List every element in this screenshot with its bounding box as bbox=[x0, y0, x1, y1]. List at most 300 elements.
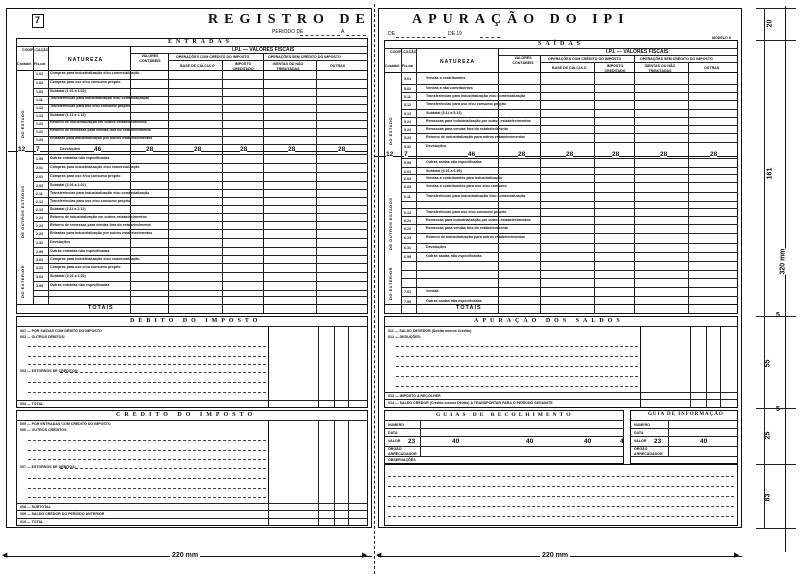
sai-row-19: Outras saídas não especificadas bbox=[426, 254, 482, 258]
dim-arrow-left-end: ▶ bbox=[362, 552, 368, 559]
dim-arrow-right-start: ◀ bbox=[376, 552, 382, 559]
dim-top: 20 bbox=[766, 19, 774, 28]
sai-row-line-19 bbox=[401, 243, 738, 244]
dim-height-total: 320 mm bbox=[779, 248, 787, 275]
obs-dash-2 bbox=[388, 486, 734, 487]
sai-row-15: Remessas para industrialização por outros estabelecimentos bbox=[426, 218, 531, 222]
ent-row-line-10 bbox=[33, 154, 368, 155]
ent-code-13: 2.03 bbox=[36, 184, 43, 188]
cre-dash-7 bbox=[28, 497, 266, 498]
credito-line-2: 006 — OUTROS CRÉDITOS: bbox=[20, 428, 68, 432]
ent-row-line-16 bbox=[33, 205, 368, 206]
apuracao-v3 bbox=[706, 326, 707, 408]
ent-code-7: 1.22 bbox=[36, 130, 43, 134]
ent-vert-estado: DO ESTADO bbox=[20, 110, 25, 138]
ent-row-line-15 bbox=[33, 197, 368, 198]
periodo-label: PERIODO DE bbox=[272, 29, 304, 35]
credito-section: CRÉDITO DO IMPOSTO bbox=[116, 412, 257, 418]
sai-contabil-header: Contábil bbox=[385, 64, 400, 68]
sai-mark-28-c: 28 bbox=[612, 151, 620, 158]
ent-h1 bbox=[130, 53, 368, 54]
dim-tick-6 bbox=[756, 528, 796, 529]
debito-v1 bbox=[268, 326, 269, 408]
guia-info-data: DATA bbox=[634, 431, 644, 435]
dim-vert-inner bbox=[764, 8, 765, 528]
ent-row-line-6 bbox=[33, 120, 368, 121]
ent-row-line-3 bbox=[33, 96, 368, 97]
ent-row-0: Compras para industrialização e/ou comercialização bbox=[50, 71, 140, 75]
ent-code-19: 2.23 bbox=[36, 232, 43, 236]
deb-dash-2 bbox=[28, 356, 266, 357]
ent-v1 bbox=[33, 46, 34, 304]
guias-40-b: 40 bbox=[526, 438, 534, 445]
guias-orgao: ÓRGÃO ARRECADADOR bbox=[388, 447, 417, 456]
sai-row-8: Devoluções bbox=[426, 144, 447, 148]
guias-40-a: 40 bbox=[452, 438, 460, 445]
ent-code-1: 1.02 bbox=[36, 81, 43, 85]
apuracao-header-line bbox=[384, 326, 738, 327]
credito-saldo: 009 — SALDO CREDOR DO PERÍODO ANTERIOR bbox=[20, 512, 105, 516]
sai-row-6: Remessas para vendas fora do estabelecimento bbox=[426, 127, 509, 131]
ent-totais: TOTAIS bbox=[88, 305, 114, 311]
ent-v5 bbox=[222, 60, 223, 314]
sai-com-debito-header: OPERAÇÕES COM CRÉDITO DO IMPOSTO bbox=[548, 57, 622, 61]
ent-row-11: Compras para industrialização e/ou comercialização bbox=[50, 165, 140, 169]
ent-row-line-17 bbox=[33, 213, 368, 214]
sai-code-1: 5.02 bbox=[404, 87, 411, 91]
ent-row-23: Compras para uso e/ou consumo próprio bbox=[50, 265, 121, 269]
dim-h161: 161 bbox=[766, 167, 774, 180]
ent-code-0: 1.01 bbox=[36, 72, 43, 76]
sai-row-line-7 bbox=[401, 133, 738, 134]
dim-width-right: 220 mm bbox=[542, 552, 569, 559]
ent-mark-28-e: 28 bbox=[338, 146, 346, 153]
guia-info-section: GUIA DE INFORMAÇÃO bbox=[648, 412, 724, 417]
debito-line-2: 002 — OUTROS DÉBITOS: bbox=[20, 335, 66, 339]
ent-code-5: 1.13 bbox=[36, 114, 43, 118]
ent-code-22: 3.01 bbox=[36, 258, 43, 262]
sai-mark-28-e: 28 bbox=[710, 151, 718, 158]
sai-row-line-2 bbox=[401, 92, 738, 93]
apuracao-line-3: 013 — IMPOSTO A RECOLHER bbox=[388, 394, 441, 398]
ent-code-14: 2.11 bbox=[36, 192, 43, 196]
apu-dash-5 bbox=[396, 386, 638, 387]
ent-row-line-21 bbox=[33, 247, 368, 248]
cre-dash-2 bbox=[28, 450, 266, 451]
sai-code-9: 5.99 bbox=[404, 161, 411, 165]
credito-h1 bbox=[16, 503, 368, 504]
ent-row-21: Outras entradas não especificadas bbox=[50, 249, 110, 253]
ent-row-line-8 bbox=[33, 136, 368, 137]
de-label: DE bbox=[388, 31, 395, 37]
sai-row-18: Devoluções bbox=[426, 245, 447, 249]
sai-row-line-25 bbox=[401, 296, 738, 297]
sai-row-line-6 bbox=[401, 125, 738, 126]
guia-info-h2 bbox=[630, 428, 738, 429]
sai-row-1: Vendas a não contribuintes bbox=[426, 86, 473, 90]
debito-v4 bbox=[348, 326, 349, 408]
modelo-label: MODELO 8 bbox=[712, 36, 731, 40]
valores-contabeis-header: VALORES CONTÁBEIS bbox=[139, 54, 161, 63]
ipi-header: I.P.I. — VALORES FISCAIS bbox=[232, 47, 295, 53]
ent-code-8: 1.23 bbox=[36, 138, 43, 142]
codif-header: CODIFI-CAÇÃO bbox=[22, 48, 49, 52]
cre-dash-6 bbox=[28, 488, 266, 489]
ent-code-12: 2.02 bbox=[36, 175, 43, 179]
deb-dash-1 bbox=[28, 346, 266, 347]
contabil-header: Contábil bbox=[17, 62, 32, 66]
debito-line-1: 001 — POR SAÍDAS COM DÉBITO DO IMPOSTO bbox=[20, 329, 102, 333]
dim-vert-line bbox=[785, 6, 786, 552]
guias-h5 bbox=[384, 456, 624, 457]
sai-row-14: Transferências para uso e/ou consumo próprio bbox=[426, 210, 507, 214]
sai-row-line-13 bbox=[401, 192, 738, 193]
obs-dash-1 bbox=[388, 476, 734, 477]
sai-row-line-21 bbox=[401, 261, 738, 262]
dim-h25: 25 bbox=[764, 431, 772, 440]
ent-row-16: Subtotal (2.11 a 2.12) bbox=[50, 207, 86, 211]
apuracao-h1 bbox=[384, 392, 738, 393]
ent-row-line-20 bbox=[33, 238, 368, 239]
ent-row-line-24 bbox=[33, 272, 368, 273]
debito-line-3: 003 — ESTORNOS DE CRÉDITOS: bbox=[20, 369, 79, 373]
ent-code-3: 1.11 bbox=[36, 98, 43, 102]
ent-row-17: Retorno de industrialização em outros estabelecimentos bbox=[50, 215, 147, 219]
sai-code-4: 5.13 bbox=[404, 112, 411, 116]
com-credito-header: OPERAÇÕES COM CRÉDITO DO IMPOSTO bbox=[176, 55, 250, 59]
sai-row-5: Remessas para industrialização por outros estabelecimentos bbox=[426, 119, 531, 123]
sai-h1 bbox=[498, 55, 738, 56]
sai-code-10: 6.01 bbox=[404, 170, 411, 174]
cre-dash-3 bbox=[28, 459, 266, 460]
entradas-header-line bbox=[16, 46, 368, 47]
sai-code-18: 6.31 bbox=[404, 246, 411, 250]
debito-v3 bbox=[334, 326, 335, 408]
sai-row-line-9 bbox=[401, 158, 738, 159]
dim-h55: 55 bbox=[764, 359, 772, 368]
ent-v6 bbox=[263, 53, 264, 314]
guia-info-23: 23 bbox=[654, 438, 662, 445]
ent-row-line-9 bbox=[33, 144, 368, 145]
ent-row-18: Retorno de remessas para vendas fora do estabelecimento bbox=[50, 223, 151, 227]
ent-row-line-12 bbox=[33, 172, 368, 173]
sai-imposto-header: IMPOSTO CREDITADO bbox=[604, 64, 626, 73]
sai-row-21: Outras saídas não especificadas bbox=[426, 299, 482, 303]
ent-vert-outros: DE OUTROS ESTADOS bbox=[20, 185, 25, 238]
sai-row-line-11 bbox=[401, 174, 738, 175]
imposto-creditado-header: IMPOSTO CREDITADO bbox=[232, 62, 254, 71]
credito-total: 010 — TOTAL bbox=[20, 520, 44, 524]
ent-mark-28-b: 28 bbox=[194, 146, 202, 153]
sai-v4 bbox=[540, 55, 541, 314]
sai-code-15: 6.21 bbox=[404, 219, 411, 223]
ent-code-4: 1.12 bbox=[36, 106, 43, 110]
deb-dash-6 bbox=[28, 392, 266, 393]
sai-row-line-8 bbox=[401, 142, 738, 143]
credito-header-line bbox=[16, 420, 368, 421]
ent-code-6: 1.21 bbox=[36, 122, 43, 126]
sai-row-line-18 bbox=[401, 233, 738, 234]
sai-codif-header: CODIFI-CAÇÃO bbox=[390, 50, 417, 54]
apu-dash-1 bbox=[396, 346, 638, 347]
sai-code-19: 6.99 bbox=[404, 255, 411, 259]
ent-row-line-19 bbox=[33, 229, 368, 230]
sai-totais: TOTAIS bbox=[456, 305, 482, 311]
title-right: APURAÇÃO DO IPI bbox=[412, 12, 630, 27]
guias-observacoes: OBSERVAÇÕES bbox=[388, 458, 416, 462]
sai-row-3: Transferências para uso e/ou consumo próprio bbox=[426, 102, 507, 106]
cre-dash-5 bbox=[28, 478, 266, 479]
dim-h5-a: 5 bbox=[776, 312, 780, 319]
cre-dash-1 bbox=[28, 440, 266, 441]
ent-code-23: 3.02 bbox=[36, 266, 43, 270]
sai-fiscal-header: Fis-cal bbox=[402, 64, 414, 68]
debito-h-total bbox=[16, 400, 368, 401]
sai-row-7: Retorno de industrialização para outros estabelecimentos bbox=[426, 135, 526, 139]
ent-row-line-1 bbox=[33, 79, 368, 80]
sai-row-line-12 bbox=[401, 182, 738, 183]
sai-mark-46: 46 bbox=[468, 151, 476, 158]
center-fold-line bbox=[374, 4, 375, 574]
sai-row-20: Vendas bbox=[426, 289, 439, 293]
ent-row-line-22 bbox=[33, 255, 368, 256]
ent-row-3: Transferências para industrialização e/ou comercialização bbox=[50, 96, 150, 100]
sai-code-11: 6.02 bbox=[404, 177, 411, 181]
guia-info-valor: VALOR bbox=[634, 439, 647, 443]
apuracao-section: APURAÇÃO DOS SALDOS bbox=[474, 318, 624, 324]
guia-info-orgao: ÓRGÃO ARRECADADOR bbox=[634, 447, 663, 456]
ent-mark-28-a: 28 bbox=[146, 146, 154, 153]
ent-v2 bbox=[48, 46, 49, 304]
ent-row-4: Transferências para uso e/ou consumo próprio bbox=[50, 104, 131, 108]
credito-subtotal: 008 — SUBTOTAL bbox=[20, 505, 51, 509]
deb-dash-4 bbox=[60, 372, 266, 373]
page-number: 7 bbox=[35, 15, 41, 25]
debito-section: DÉBITO DO IMPOSTO bbox=[130, 318, 262, 324]
ent-row-line-28 bbox=[16, 304, 368, 305]
sai-row-line-23 bbox=[401, 278, 738, 279]
ent-row-line-11 bbox=[33, 163, 368, 164]
guias-data: DATA bbox=[388, 431, 398, 435]
credito-h2 bbox=[16, 510, 368, 511]
guias-40-c: 40 bbox=[584, 438, 592, 445]
guias-section: GUIAS DE RECOLHIMENTO bbox=[436, 412, 574, 418]
apu-dash-4 bbox=[396, 376, 638, 377]
guia-info-h3 bbox=[630, 436, 738, 437]
sai-row-line-24 bbox=[401, 287, 738, 288]
ent-row-line-26 bbox=[33, 290, 368, 291]
apu-dash-3 bbox=[396, 366, 638, 367]
de-line bbox=[396, 37, 446, 38]
outras-header: OUTRAS bbox=[330, 64, 346, 68]
ent-row-line-23 bbox=[33, 263, 368, 264]
dim-width-left: 220 mm bbox=[172, 552, 199, 559]
sai-row-line-20 bbox=[401, 252, 738, 253]
ent-row-19: Entradas para industrialização por outros estabelecimentos bbox=[50, 231, 153, 235]
obs-dash-5 bbox=[388, 516, 734, 517]
ent-row-1: Compras para uso e/ou consumo próprio bbox=[50, 80, 121, 84]
ent-row-line-18 bbox=[33, 221, 368, 222]
title-left: REGISTRO DE bbox=[208, 12, 371, 27]
sai-mark-28-d: 28 bbox=[660, 151, 668, 158]
ent-row-14: Transferências para industrialização e/ou comercialização bbox=[50, 191, 150, 195]
credito-line-1: 005 — POR ENTRADAS COM CRÉDITO DO IMPOSTO bbox=[20, 422, 111, 426]
debito-v2 bbox=[318, 326, 319, 408]
ent-row-8: Entradas para industrialização por outros estabelecimentos bbox=[50, 136, 153, 140]
ent-v7 bbox=[316, 60, 317, 314]
ent-code-11: 2.01 bbox=[36, 166, 43, 170]
sai-code-12: 6.03 bbox=[404, 185, 411, 189]
credito-h3 bbox=[16, 518, 368, 519]
sai-row-line-22 bbox=[401, 270, 738, 271]
ent-code-24: 3.03 bbox=[36, 275, 43, 279]
sai-row-line-14 bbox=[401, 201, 738, 202]
ent-mark-28-d: 28 bbox=[288, 146, 296, 153]
sai-row-11: Vendas a contribuintes para industrialização bbox=[426, 176, 503, 180]
saidas-header-line bbox=[384, 48, 738, 49]
sai-mark-28-b: 28 bbox=[566, 151, 574, 158]
ent-row-2: Subtotal (1.01 a 1.02) bbox=[50, 89, 86, 93]
sai-code-3: 5.12 bbox=[404, 103, 411, 107]
apuracao-line-4: 014 — SALDO CREDOR (Crédito menos Débito) A TRANSPORTAR PARA O PERÍODO SEGUINTE bbox=[388, 401, 553, 405]
ent-mark-12: 12 bbox=[18, 146, 26, 153]
credito-line-3: 007 — ESTORNOS DE DÉBITOS: bbox=[20, 465, 76, 469]
guias-valor: VALOR bbox=[388, 439, 401, 443]
sai-code-0: 5.01 bbox=[404, 77, 411, 81]
sai-code-7: 5.23 bbox=[404, 136, 411, 140]
ent-mark-line bbox=[8, 151, 368, 152]
apuracao-line-2: 012 — DEDUÇÕES: bbox=[388, 335, 422, 339]
saidas-section: SAÍDAS bbox=[538, 41, 585, 47]
de-19: DE 19 bbox=[448, 31, 462, 37]
ent-row-24: Subtotal (3.01 a 3.02) bbox=[50, 274, 86, 278]
dim-arrow-left-start: ◀ bbox=[2, 552, 8, 559]
sai-code-16: 6.22 bbox=[404, 227, 411, 231]
sai-mark-28-a: 28 bbox=[518, 151, 526, 158]
ent-row-22: Compras para industrialização e/ou comercialização bbox=[50, 257, 140, 261]
ent-row-9: Devoluções bbox=[60, 147, 81, 151]
obs-dash-4 bbox=[388, 506, 734, 507]
ent-code-21: 2.99 bbox=[36, 250, 43, 254]
sai-row-line-26 bbox=[384, 304, 738, 305]
sai-code-20: 7.01 bbox=[404, 290, 411, 294]
sai-v6 bbox=[634, 55, 635, 314]
sai-code-5: 5.21 bbox=[404, 120, 411, 124]
obs-dash-3 bbox=[388, 496, 734, 497]
sai-code-6: 5.22 bbox=[404, 128, 411, 132]
sai-code-21: 7.99 bbox=[404, 300, 411, 304]
sai-ipi-header: I.P.I. — VALORES FISCAIS bbox=[606, 49, 669, 55]
ent-row-15: Transferências para uso e/ou consumo próprio bbox=[50, 199, 131, 203]
sai-row-9: Outras saídas não especificadas bbox=[426, 160, 482, 164]
periodo-line-2 bbox=[346, 35, 366, 36]
cre-dash-4 bbox=[60, 468, 266, 469]
sai-v3 bbox=[498, 48, 499, 314]
sai-v2 bbox=[416, 48, 417, 314]
sai-row-17: Retorno de industrialização para outros estabelecimentos bbox=[426, 235, 526, 239]
sai-row-4: Subtotal (5.11 a 5.12) bbox=[426, 111, 462, 115]
apuracao-h2 bbox=[384, 399, 738, 400]
ent-row-line-4 bbox=[33, 104, 368, 105]
ent-row-line-7 bbox=[33, 128, 368, 129]
natureza-header: NATUREZA bbox=[68, 57, 104, 63]
sai-mark-7: 7 bbox=[404, 151, 408, 158]
sem-credito-header: OPERAÇÕES SEM CRÉDITO DO IMPOSTO bbox=[268, 55, 341, 59]
sai-code-8: 5.31 bbox=[404, 145, 411, 149]
sai-code-17: 6.23 bbox=[404, 236, 411, 240]
ent-row-7: Retorno de remessas para vendas fora do estabelecimento bbox=[50, 128, 151, 132]
sai-mark-line bbox=[374, 156, 738, 157]
guia-info-40: 40 bbox=[700, 438, 708, 445]
guia-info-v1 bbox=[668, 420, 669, 456]
guias-numero: NUMERO bbox=[388, 423, 404, 427]
dim-tick-1 bbox=[756, 8, 796, 9]
sai-row-0: Vendas a contribuintes bbox=[426, 76, 466, 80]
ent-row-line-27 bbox=[33, 296, 368, 297]
guia-info-h1 bbox=[630, 420, 738, 421]
periodo-line bbox=[300, 35, 340, 36]
ent-vert-exterior: DO EXTERIOR bbox=[20, 264, 25, 298]
ent-row-line-13 bbox=[33, 181, 368, 182]
sai-code-14: 6.12 bbox=[404, 211, 411, 215]
guia-info-numero: NUMERO bbox=[634, 423, 650, 427]
ent-mark-7: 7 bbox=[36, 146, 40, 153]
guias-23: 23 bbox=[408, 438, 416, 445]
sai-row-16: Remessas para vendas fora do estabelecimento bbox=[426, 226, 509, 230]
dim-h83: 83 bbox=[764, 493, 772, 502]
ent-row-12: Compras para uso e/ou consumo próprio bbox=[50, 174, 121, 178]
ent-v4 bbox=[168, 53, 169, 314]
sai-vert-outros: DE OUTROS ESTADOS bbox=[388, 197, 393, 250]
sai-isentas-header: ISENTAS OU NÃO TRIBUTADAS bbox=[644, 64, 676, 73]
sai-row-line-5 bbox=[401, 117, 738, 118]
fiscal-header: Fis-cal bbox=[34, 62, 46, 66]
ent-mark-46: 46 bbox=[94, 146, 102, 153]
dim-arrow-right-end: ▶ bbox=[734, 552, 740, 559]
ent-code-20: 2.31 bbox=[36, 241, 43, 245]
ent-row-13: Subtotal (2.01 a 2.02) bbox=[50, 183, 86, 187]
sai-vert-estado: DO ESTADO bbox=[388, 117, 393, 145]
ent-v3 bbox=[130, 46, 131, 314]
dim-h5-b: 5 bbox=[776, 406, 780, 413]
de-19-line bbox=[480, 37, 500, 38]
sai-vert-exterior: DO EXTERIOR bbox=[388, 266, 393, 300]
ent-row-20: Devoluções bbox=[50, 240, 71, 244]
sai-row-line-15 bbox=[401, 208, 738, 209]
base-calculo-header: BASE DE CÁLCULO bbox=[180, 64, 215, 68]
debito-header-line bbox=[16, 326, 368, 327]
sai-outras-header: OUTRAS bbox=[704, 66, 720, 70]
sai-row-line-3 bbox=[401, 100, 738, 101]
guias-4: 4 bbox=[620, 438, 624, 445]
ent-row-line-14 bbox=[33, 189, 368, 190]
sai-base-calculo-header: BASE DE CÁLCULO bbox=[552, 66, 587, 70]
apuracao-line-1: 011 — SALDO DEVEDOR (Débito menos Crédito) bbox=[388, 329, 472, 333]
ent-code-18: 2.22 bbox=[36, 224, 43, 228]
guias-v1 bbox=[420, 420, 421, 456]
sai-row-12: Vendas a contribuintes para uso e/ou consumo bbox=[426, 184, 507, 188]
sai-row-13: Transferências para industrialização e/ou comercialização bbox=[426, 194, 526, 198]
sai-row-line-1 bbox=[401, 84, 738, 85]
ent-row-6: Retorno de industrialização em outros estabelecimentos bbox=[50, 120, 147, 124]
deb-dash-3 bbox=[28, 364, 266, 365]
apuracao-v1 bbox=[640, 326, 641, 408]
entradas-section: ENTRADAS bbox=[168, 39, 234, 45]
ent-code-25: 3.99 bbox=[36, 284, 43, 288]
ent-code-10: 1.99 bbox=[36, 157, 43, 161]
ent-row-line-2 bbox=[33, 88, 368, 89]
ent-row-line-5 bbox=[33, 112, 368, 113]
